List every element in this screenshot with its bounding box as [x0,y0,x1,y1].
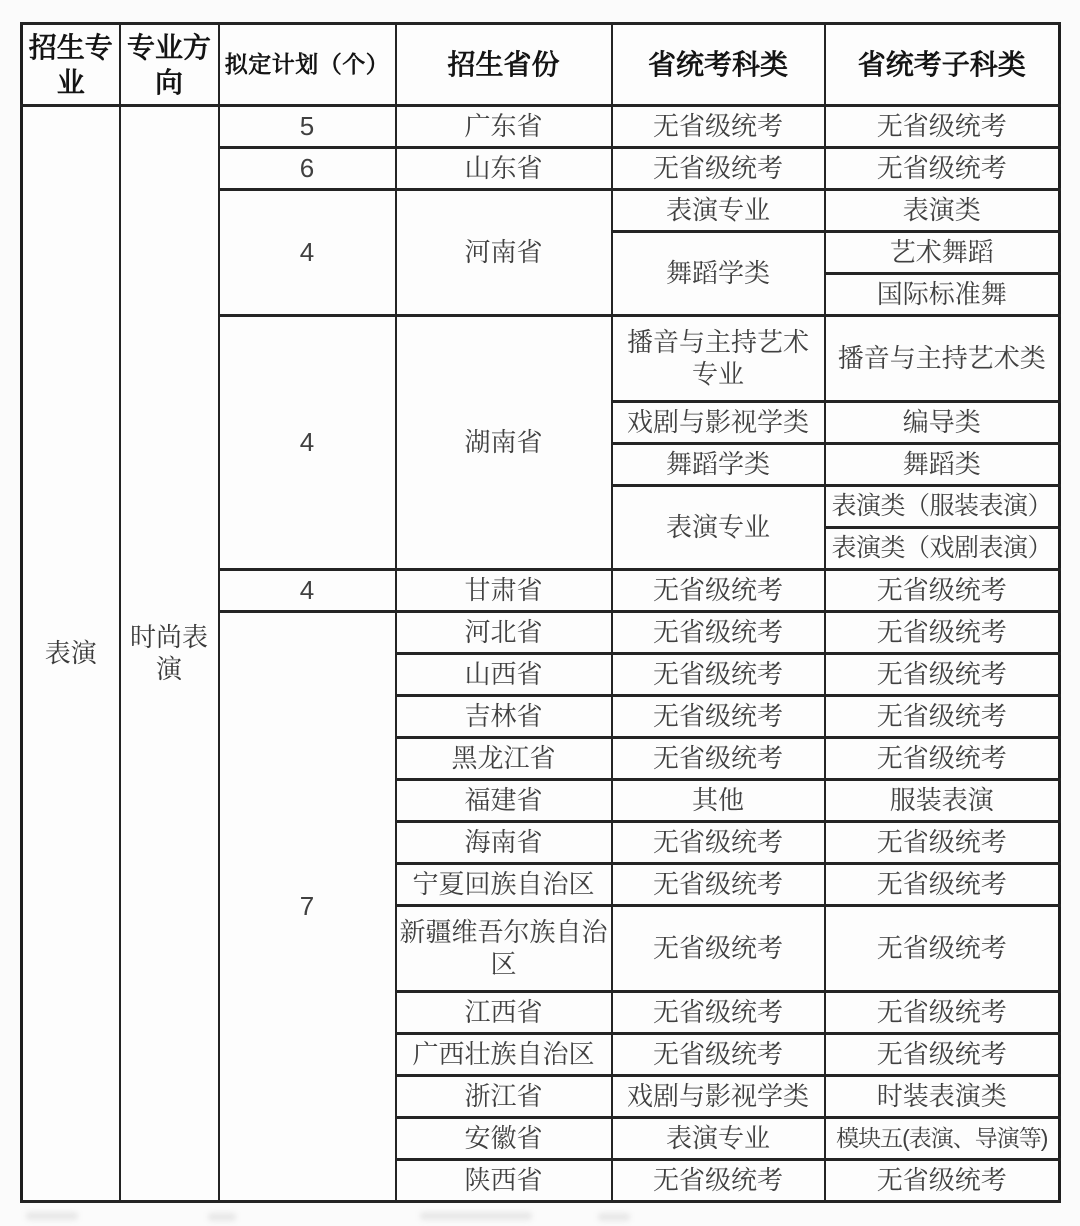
cell-province: 浙江省 [396,1076,612,1118]
cell-province: 河南省 [396,190,612,316]
cell-subcategory: 舞蹈类 [825,444,1060,486]
cell-province: 山西省 [396,654,612,696]
cell-subcategory: 无省级统考 [825,992,1060,1034]
cell-province: 宁夏回族自治区 [396,864,612,906]
cell-subcategory: 无省级统考 [825,738,1060,780]
cell-category: 无省级统考 [612,864,825,906]
cell-direction: 时尚表演 [120,106,219,1202]
cell-subcategory: 无省级统考 [825,148,1060,190]
cell-subcategory: 无省级统考 [825,612,1060,654]
artifact-smudge [420,1212,532,1220]
cell-subcategory: 国际标准舞 [825,274,1060,316]
cell-category: 播音与主持艺术专业 [612,316,825,402]
cell-category: 其他 [612,780,825,822]
cell-major: 表演 [22,106,120,1202]
header-major: 招生专业 [22,24,120,106]
cell-category: 表演专业 [612,190,825,232]
cell-province: 陕西省 [396,1160,612,1202]
cell-category: 无省级统考 [612,612,825,654]
cell-subcategory: 表演类（服装表演） [825,486,1060,528]
cell-category: 无省级统考 [612,148,825,190]
cell-subcategory: 无省级统考 [825,906,1060,992]
cell-subcategory: 艺术舞蹈 [825,232,1060,274]
cell-subcategory: 表演类（戏剧表演） [825,528,1060,570]
cell-plan: 4 [219,570,396,612]
header-row [22,24,1060,106]
artifact-smudge [208,1213,236,1221]
cell-subcategory: 无省级统考 [825,822,1060,864]
cell-subcategory: 无省级统考 [825,570,1060,612]
cell-subcategory: 编导类 [825,402,1060,444]
cell-plan: 5 [219,106,396,148]
cell-subcategory: 时装表演类 [825,1076,1060,1118]
cell-category: 舞蹈学类 [612,444,825,486]
cell-category: 无省级统考 [612,106,825,148]
cell-category: 无省级统考 [612,570,825,612]
artifact-smudge [598,1213,630,1221]
cell-province: 黑龙江省 [396,738,612,780]
cell-category: 舞蹈学类 [612,232,825,316]
cell-plan: 4 [219,316,396,570]
cell-province: 吉林省 [396,696,612,738]
cell-province: 江西省 [396,992,612,1034]
cell-category: 无省级统考 [612,1160,825,1202]
cell-subcategory: 模块五(表演、导演等) [825,1118,1060,1160]
cell-subcategory: 无省级统考 [825,696,1060,738]
cell-category: 无省级统考 [612,654,825,696]
cell-province: 海南省 [396,822,612,864]
cell-province: 湖南省 [396,316,612,570]
cell-subcategory: 无省级统考 [825,1034,1060,1076]
cell-plan: 4 [219,190,396,316]
cell-subcategory: 无省级统考 [825,654,1060,696]
header-province: 招生省份 [396,24,612,106]
header-direction: 专业方向 [120,24,219,106]
cell-province: 广东省 [396,106,612,148]
cell-province: 山东省 [396,148,612,190]
cell-subcategory: 服装表演 [825,780,1060,822]
cell-category: 无省级统考 [612,992,825,1034]
cell-category: 无省级统考 [612,1034,825,1076]
cell-category: 戏剧与影视学类 [612,1076,825,1118]
cell-province: 河北省 [396,612,612,654]
cell-category: 无省级统考 [612,822,825,864]
cell-province: 新疆维吾尔族自治区 [396,906,612,992]
cell-category: 无省级统考 [612,696,825,738]
cell-category: 戏剧与影视学类 [612,402,825,444]
header-category: 省统考科类 [612,24,825,106]
table-row [22,106,1060,148]
cell-category: 无省级统考 [612,738,825,780]
cell-subcategory: 无省级统考 [825,1160,1060,1202]
cell-province: 福建省 [396,780,612,822]
artifact-smudge [26,1212,78,1220]
cell-province: 广西壮族自治区 [396,1034,612,1076]
cell-province: 甘肃省 [396,570,612,612]
cell-subcategory: 无省级统考 [825,106,1060,148]
header-subcategory: 省统考子科类 [825,24,1060,106]
cell-subcategory: 无省级统考 [825,864,1060,906]
cell-plan: 7 [219,612,396,1202]
cell-category: 表演专业 [612,486,825,570]
cell-category: 表演专业 [612,1118,825,1160]
cell-category: 无省级统考 [612,906,825,992]
header-plan: 拟定计划（个） [219,24,396,106]
cell-province: 安徽省 [396,1118,612,1160]
admission-plan-table [20,22,1061,1203]
cell-subcategory: 表演类 [825,190,1060,232]
cell-plan: 6 [219,148,396,190]
cell-subcategory: 播音与主持艺术类 [825,316,1060,402]
